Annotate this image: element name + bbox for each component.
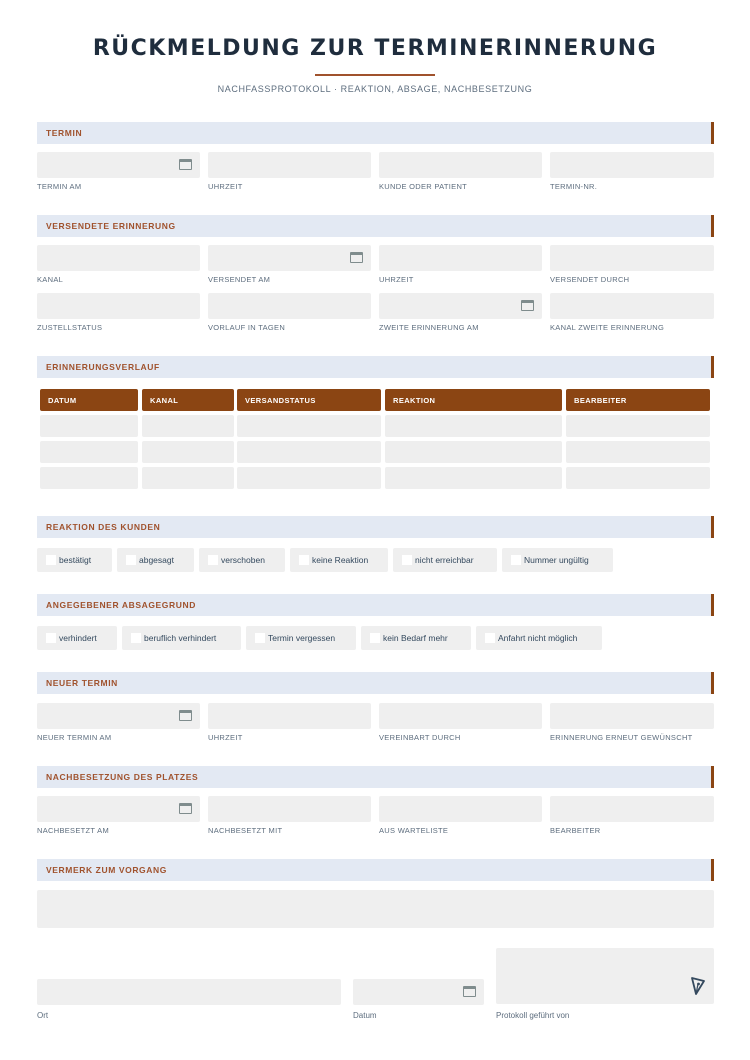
nachbesetzt-mit-field[interactable] xyxy=(208,796,371,822)
option-anfahrt-nicht-moeglich[interactable] xyxy=(476,626,602,650)
option-kein-bedarf[interactable] xyxy=(361,626,471,650)
nachbesetzt-am-field[interactable] xyxy=(37,796,200,822)
zweite-erinnerung-am-label: ZWEITE ERINNERUNG AM xyxy=(379,323,479,332)
section-verlauf xyxy=(37,356,714,378)
datum-field[interactable] xyxy=(353,979,484,1005)
vereinbart-durch-field[interactable] xyxy=(379,703,542,729)
table-cell[interactable] xyxy=(237,415,381,437)
termin-am-label: TERMIN AM xyxy=(37,182,82,191)
option-label: kein Bedarf mehr xyxy=(383,633,448,643)
table-cell[interactable] xyxy=(237,441,381,463)
zweite-erinnerung-am-field[interactable] xyxy=(379,293,542,319)
page-subtitle: NACHFASSPROTOKOLL · REAKTION, ABSAGE, NACHBESETZUNG xyxy=(217,84,533,94)
section-termin-title: TERMIN xyxy=(46,128,83,138)
calendar-icon[interactable] xyxy=(350,252,363,263)
vermerk-textarea[interactable] xyxy=(37,890,714,928)
table-cell[interactable] xyxy=(142,467,234,489)
option-bestaetigt[interactable] xyxy=(37,548,112,572)
section-termin xyxy=(37,122,714,144)
col-header-versandstatus: VERSANDSTATUS xyxy=(237,389,381,411)
option-label: Anfahrt nicht möglich xyxy=(498,633,578,643)
vorlauf-field[interactable] xyxy=(208,293,371,319)
checkbox[interactable] xyxy=(126,555,136,565)
table-cell[interactable] xyxy=(566,441,710,463)
table-cell[interactable] xyxy=(385,467,562,489)
option-keine-reaktion[interactable] xyxy=(290,548,388,572)
pen-icon xyxy=(690,976,706,996)
checkbox[interactable] xyxy=(402,555,412,565)
table-cell[interactable] xyxy=(142,415,234,437)
protokoll-label: Protokoll geführt von xyxy=(496,1011,570,1020)
versendet-durch-label: VERSENDET DURCH xyxy=(550,275,630,284)
neuer-termin-am-label: NEUER TERMIN AM xyxy=(37,733,112,742)
erinnerung-erneut-label: ERINNERUNG ERNEUT GEWÜNSCHT xyxy=(550,733,693,742)
neuer-uhrzeit-field[interactable] xyxy=(208,703,371,729)
section-neuer-termin xyxy=(37,672,714,694)
versendet-am-label: VERSENDET AM xyxy=(208,275,271,284)
kanal-zweite-field[interactable] xyxy=(550,293,714,319)
table-cell[interactable] xyxy=(385,441,562,463)
option-label: beruflich verhindert xyxy=(144,633,217,643)
option-beruflich-verhindert[interactable] xyxy=(122,626,241,650)
section-reaktion xyxy=(37,516,714,538)
nachbesetzt-mit-label: NACHBESETZT MIT xyxy=(208,826,283,835)
option-nummer-ungueltig[interactable] xyxy=(502,548,613,572)
kanal-zweite-label: KANAL ZWEITE ERINNERUNG xyxy=(550,323,665,332)
option-label: verhindert xyxy=(59,633,97,643)
option-nicht-erreichbar[interactable] xyxy=(393,548,497,572)
bearbeiter-label: BEARBEITER xyxy=(550,826,601,835)
checkbox[interactable] xyxy=(299,555,309,565)
section-verlauf-title: ERINNERUNGSVERLAUF xyxy=(46,362,160,372)
warteliste-field[interactable] xyxy=(379,796,542,822)
table-cell[interactable] xyxy=(40,415,138,437)
calendar-icon[interactable] xyxy=(179,803,192,814)
termin-am-field[interactable] xyxy=(37,152,200,178)
section-reaktion-title: REAKTION DES KUNDEN xyxy=(46,522,161,532)
checkbox[interactable] xyxy=(46,555,56,565)
calendar-icon[interactable] xyxy=(521,300,534,311)
table-cell[interactable] xyxy=(40,467,138,489)
option-label: Termin vergessen xyxy=(268,633,336,643)
option-label: Nummer ungültig xyxy=(524,555,589,565)
section-versendete xyxy=(37,215,714,237)
calendar-icon[interactable] xyxy=(179,159,192,170)
section-nachbesetzung-title: NACHBESETZUNG DES PLATZES xyxy=(46,772,199,782)
termin-nr-label: TERMIN-NR. xyxy=(550,182,598,191)
table-cell[interactable] xyxy=(142,441,234,463)
section-absagegrund-title: ANGEGEBENER ABSAGEGRUND xyxy=(46,600,196,610)
checkbox[interactable] xyxy=(485,633,495,643)
col-header-kanal: KANAL xyxy=(142,389,234,411)
versendet-uhrzeit-field[interactable] xyxy=(379,245,542,271)
table-cell[interactable] xyxy=(566,467,710,489)
section-vermerk xyxy=(37,859,714,881)
section-vermerk-title: VERMERK ZUM VORGANG xyxy=(46,865,167,875)
zustellstatus-label: ZUSTELLSTATUS xyxy=(37,323,103,332)
calendar-icon[interactable] xyxy=(179,710,192,721)
checkbox[interactable] xyxy=(46,633,56,643)
col-header-datum: DATUM xyxy=(40,389,138,411)
nachbesetzt-am-label: NACHBESETZT AM xyxy=(37,826,109,835)
termin-uhrzeit-field[interactable] xyxy=(208,152,371,178)
option-label: abgesagt xyxy=(139,555,174,565)
erinnerung-erneut-field[interactable] xyxy=(550,703,714,729)
table-cell[interactable] xyxy=(566,415,710,437)
section-versendete-title: VERSENDETE ERINNERUNG xyxy=(46,221,176,231)
section-nachbesetzung xyxy=(37,766,714,788)
title-underline xyxy=(315,74,435,76)
ort-field[interactable] xyxy=(37,979,341,1005)
signature-field[interactable] xyxy=(496,948,714,1004)
bearbeiter-field[interactable] xyxy=(550,796,714,822)
option-verhindert[interactable] xyxy=(37,626,117,650)
option-termin-vergessen[interactable] xyxy=(246,626,356,650)
page-title: RÜCKMELDUNG ZUR TERMINERINNERUNG xyxy=(92,36,658,61)
option-label: verschoben xyxy=(221,555,265,565)
vorlauf-label: VORLAUF IN TAGEN xyxy=(208,323,286,332)
checkbox[interactable] xyxy=(208,555,218,565)
calendar-icon[interactable] xyxy=(463,986,476,997)
kunde-label: KUNDE ODER PATIENT xyxy=(379,182,468,191)
option-verschoben[interactable] xyxy=(199,548,285,572)
table-cell[interactable] xyxy=(237,467,381,489)
neuer-uhrzeit-label: UHRZEIT xyxy=(208,733,243,742)
option-label: keine Reaktion xyxy=(312,555,369,565)
checkbox[interactable] xyxy=(131,633,141,643)
option-abgesagt[interactable] xyxy=(117,548,194,572)
table-cell[interactable] xyxy=(40,441,138,463)
versendet-durch-field[interactable] xyxy=(550,245,714,271)
section-neuer-termin-title: NEUER TERMIN xyxy=(46,678,118,688)
termin-nr-field[interactable] xyxy=(550,152,714,178)
col-header-reaktion: REAKTION xyxy=(385,389,562,411)
table-cell[interactable] xyxy=(385,415,562,437)
neuer-termin-am-field[interactable] xyxy=(37,703,200,729)
kanal-field[interactable] xyxy=(37,245,200,271)
checkbox[interactable] xyxy=(255,633,265,643)
versendet-am-field[interactable] xyxy=(208,245,371,271)
vereinbart-durch-label: VEREINBART DURCH xyxy=(379,733,461,742)
section-absagegrund xyxy=(37,594,714,616)
kanal-label: KANAL xyxy=(37,275,64,284)
termin-uhrzeit-label: UHRZEIT xyxy=(208,182,243,191)
ort-label: Ort xyxy=(37,1011,49,1020)
kunde-field[interactable] xyxy=(379,152,542,178)
checkbox[interactable] xyxy=(370,633,380,643)
option-label: bestätigt xyxy=(59,555,92,565)
zustellstatus-field[interactable] xyxy=(37,293,200,319)
col-header-bearbeiter: BEARBEITER xyxy=(566,389,710,411)
checkbox[interactable] xyxy=(511,555,521,565)
warteliste-label: AUS WARTELISTE xyxy=(379,826,449,835)
versendet-uhrzeit-label: UHRZEIT xyxy=(379,275,414,284)
datum-label: Datum xyxy=(353,1011,377,1020)
option-label: nicht erreichbar xyxy=(415,555,474,565)
